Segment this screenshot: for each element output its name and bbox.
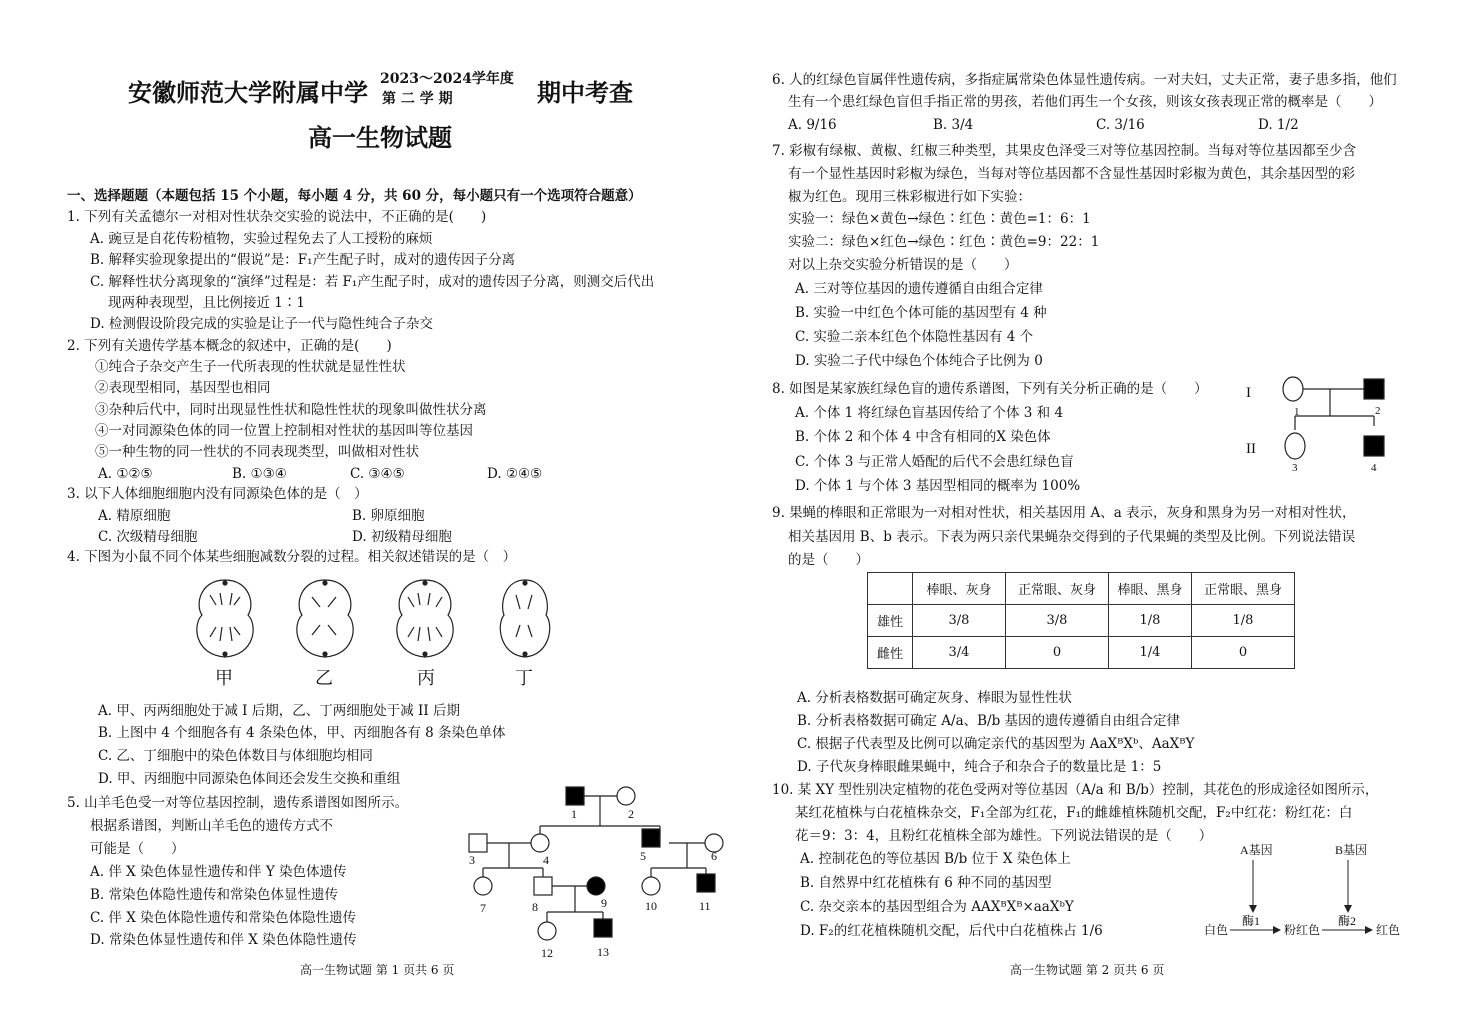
- table-cell: 棒眼、黑身: [1109, 573, 1192, 605]
- pedigree-13: [594, 919, 612, 937]
- pedigree-4: [1364, 436, 1384, 456]
- option-c: C. 次级精母细胞: [98, 529, 198, 545]
- pedigree-7: [474, 877, 492, 895]
- question-stem: 8. 如图是某家族红绿色盲的遗传系谱图，下列有关分析正确的是（ ）: [772, 381, 1208, 397]
- table-cell: 3/4: [913, 637, 1006, 669]
- pedigree-label-12: 12: [541, 946, 553, 960]
- question-stem: 5. 山羊毛色受一对等位基因控制，遗传系谱图如图所示。: [67, 795, 409, 811]
- statement-3: ③杂种后代中，同时出现显性性状和隐性性状的现象叫做性状分离: [95, 402, 487, 418]
- pedigree-label-1: 1: [571, 807, 577, 821]
- table-cell: 0: [1006, 637, 1109, 669]
- table-cell: 雌性: [868, 637, 913, 669]
- option-d: D. 个体 1 与个体 3 基因型相同的概率为 100%: [795, 478, 1081, 494]
- option-b: B. 解释实验现象提出的“假说”是：F₁产生配子时，成对的遗传因子分离: [90, 252, 516, 268]
- school-term: 第 二 学 期: [382, 91, 453, 107]
- option-c: C. 个体 3 与正常人婚配的后代不会患红绿色盲: [795, 454, 1074, 470]
- pedigree-label-9: 9: [601, 896, 607, 910]
- question-ask: 对以上杂交实验分析错误的是（ ）: [788, 257, 1018, 273]
- option-a: A. 精原细胞: [98, 508, 171, 524]
- question-stem-cont: 的是（ ）: [788, 552, 869, 568]
- flower-color-pathway: [1200, 840, 1410, 940]
- option-d: D. 子代灰身棒眼雌果蝇中，纯合子和杂合子的数量比是 1：5: [797, 759, 1162, 775]
- white-color-label: 白色: [1204, 923, 1229, 937]
- pedigree-3: [1285, 433, 1305, 459]
- option-d: D. 初级精母细胞: [352, 529, 452, 545]
- option-b: B. 自然界中红花植株有 6 种不同的基因型: [800, 875, 1052, 891]
- table-cell: 3/8: [1006, 605, 1109, 637]
- goat-pedigree: [465, 786, 725, 966]
- option-c-cont: 现两种表现型，且比例接近 1∶1: [108, 295, 305, 311]
- question-stem: 6. 人的红绿色盲属伴性遗传病，多指症属常染色体显性遗传病。一对夫妇，丈夫正常，妻子患多指，他们: [772, 72, 1397, 88]
- option-d: D. 常染色体显性遗传和伴 X 染色体隐性遗传: [90, 932, 357, 948]
- option-d: D. 实验二子代中绿色个体纯合子比例为 0: [795, 353, 1043, 369]
- table-cell: 1/8: [1192, 605, 1295, 637]
- pedigree-label-2: 2: [1375, 405, 1381, 417]
- cell-label-yi: 乙: [315, 668, 333, 689]
- table-row: [868, 637, 1295, 669]
- question-stem-cont: 某红花植株与白花植株杂交，F₁全部为红花，F₁的雌雄植株随机交配，F₂中红花：粉红花：白: [795, 805, 1353, 821]
- option-c: C. 杂交亲本的基因型组合为 AAXᴮXᴮ×aaXᵇY: [800, 899, 1074, 915]
- cell-jia: [197, 580, 253, 657]
- question-stem-cont: 相关基因用 B、b 表示。下表为两只亲代果蝇杂交得到的子代果蝇的类型及比例。下列说法错误: [788, 529, 1356, 545]
- experiment-1: 实验一：绿色×黄色→绿色∶红色∶黄色=1：6：1: [788, 211, 1091, 227]
- cell-bing: [397, 580, 453, 657]
- option-c: C. 3/16: [1096, 117, 1145, 133]
- option-c: C. 伴 X 染色体隐性遗传和常染色体隐性遗传: [90, 910, 357, 926]
- option-a: A. 豌豆是自花传粉植物，实验过程免去了人工授粉的麻烦: [90, 231, 433, 247]
- option-c: C. 乙、丁细胞中的染色体数目与体细胞均相同: [98, 748, 373, 764]
- option-a: A. 9/16: [788, 117, 837, 133]
- pedigree-label-4: 4: [543, 853, 549, 867]
- question-stem: 7. 彩椒有绿椒、黄椒、红椒三种类型，其果皮色泽受三对等位基因控制。当每对等位基因都至少含: [772, 143, 1357, 159]
- option-a: A. ①②⑤: [98, 466, 153, 482]
- question-stem-cont: 花＝9：3：4，且粉红花植株全部为雄性。下列说法错误的是（ ）: [795, 828, 1213, 844]
- pedigree-12: [538, 922, 556, 940]
- pedigree-11: [697, 874, 715, 892]
- question-stem-cont: 根据系谱图，判断山羊毛色的遗传方式不: [90, 818, 333, 834]
- option-b: B. 个体 2 和个体 4 中含有相同的X 染色体: [795, 429, 1051, 445]
- cell-ding: [500, 580, 549, 657]
- section-heading: 一、选择题题（本题包括 15 个小题，每小题 4 分，共 60 分，每小题只有一个选项符合题意）: [67, 188, 642, 204]
- option-b: B. ①③④: [232, 466, 287, 482]
- table-cell: 1/8: [1109, 605, 1192, 637]
- option-d: D. 甲、丙细胞中同源染色体间还会发生交换和重组: [98, 771, 401, 787]
- option-b: B. 上图中 4 个细胞各有 4 条染色体，甲、丙细胞各有 8 条染色单体: [98, 725, 506, 741]
- pedigree-label-7: 7: [480, 901, 486, 915]
- pedigree-label-1: 1: [1294, 406, 1300, 418]
- option-b: B. 卵原细胞: [352, 508, 425, 524]
- pedigree-label-13: 13: [597, 945, 609, 959]
- pedigree-label-8: 8: [532, 900, 538, 914]
- experiment-2: 实验二：绿色×红色→绿色∶红色∶黄色=9：22：1: [788, 234, 1100, 250]
- pedigree-label-6: 6: [711, 849, 717, 863]
- option-d: D. 检测假设阶段完成的实验是让子一代与隐性纯合子杂交: [90, 316, 433, 332]
- option-c: C. 解释性状分离现象的“演绎”过程是：若 F₁产生配子时，成对的遗传因子分离，则测交后代出: [90, 274, 655, 290]
- option-c: C. ③④⑤: [350, 466, 405, 482]
- statement-1: ①纯合子杂交产生子一代所表现的性状就是显性性状: [95, 359, 406, 375]
- pink-color-label: 粉红色: [1284, 923, 1321, 937]
- pedigree-4: [531, 834, 549, 852]
- pedigree-10: [642, 877, 660, 895]
- page-title: 高一生物试题: [308, 123, 452, 152]
- pedigree-label-3: 3: [1292, 462, 1298, 474]
- cell-label-ding: 丁: [515, 668, 533, 689]
- question-stem: 9. 果蝇的棒眼和正常眼为一对相对性状，相关基因用 A、a 表示，灰身和黑身为另一对相对性状，: [772, 505, 1356, 521]
- table-cell: 1/4: [1109, 637, 1192, 669]
- option-b: B. 3/4: [933, 117, 974, 133]
- table-cell: 棒眼、灰身: [913, 573, 1006, 605]
- option-b: B. 常染色体隐性遗传和常染色体显性遗传: [90, 887, 339, 903]
- pedigree-2: [1364, 379, 1384, 399]
- option-d: D. 1/2: [1258, 117, 1299, 133]
- option-d: D. ②④⑤: [487, 466, 543, 482]
- pedigree-label-2: 2: [628, 807, 634, 821]
- pedigree-9: [587, 877, 605, 895]
- question-stem-cont: 椒为红色。现用三株彩椒进行如下实验：: [788, 189, 1031, 205]
- option-b: B. 分析表格数据可确定 A/a、B/b 基因的遗传遵循自由组合定律: [797, 713, 1181, 729]
- table-cell: 正常眼、黑身: [1192, 573, 1295, 605]
- pedigree-2: [617, 787, 635, 805]
- option-a: A. 分析表格数据可确定灰身、棒眼为显性性状: [797, 690, 1072, 706]
- pedigree-label-10: 10: [645, 899, 657, 913]
- generation-2-label: II: [1246, 441, 1256, 457]
- question-stem: 4. 下图为小鼠不同个体某些细胞减数分裂的过程。相关叙述错误的是（ ）: [67, 549, 517, 565]
- option-d: D. F₂的红花植株随机交配，后代中白花植株占 1/6: [800, 923, 1103, 939]
- cell-yi: [297, 580, 353, 657]
- question-stem: 10. 某 XY 型性别决定植物的花色受两对等位基因（A/a 和 B/b）控制，其花色的形成途径如图所示，: [772, 782, 1379, 798]
- option-a: A. 三对等位基因的遗传遵循自由组合定律: [795, 281, 1043, 297]
- pedigree-label-5: 5: [640, 849, 646, 863]
- pedigree-3: [469, 834, 487, 852]
- pedigree-label-3: 3: [469, 853, 475, 867]
- table-cell: 0: [1192, 637, 1295, 669]
- table-cell: 正常眼、灰身: [1006, 573, 1109, 605]
- question-stem-cont: 生有一个患红绿色盲但手指正常的男孩，若他们再生一个女孩，则该女孩表现正常的概率是（ ）: [788, 94, 1382, 110]
- gene-a-label: A基因: [1240, 843, 1273, 857]
- question-stem: 3. 以下人体细胞细胞内没有同源染色体的是（ ）: [67, 486, 368, 502]
- pedigree-8: [534, 877, 552, 895]
- pedigree-1: [566, 787, 584, 805]
- colorblind-pedigree: [1242, 376, 1412, 476]
- school-name: 安徽师范大学附属中学: [128, 78, 368, 107]
- option-b: B. 实验一中红色个体可能的基因型有 4 种: [795, 305, 1047, 321]
- school-year: 2023～2024学年度: [380, 71, 514, 87]
- pedigree-label-4: 4: [1371, 462, 1377, 474]
- question-stem: 1. 下列有关孟德尔一对相对性状杂交实验的说法中，不正确的是( ): [67, 209, 487, 225]
- table-cell: 3/8: [913, 605, 1006, 637]
- statement-2: ②表现型相同，基因型也相同: [95, 380, 271, 396]
- page-footer-right: 高一生物试题 第 2 页共 6 页: [1010, 963, 1165, 977]
- statement-4: ④一对同源染色体的同一位置上控制相对性状的基因叫等位基因: [95, 423, 473, 439]
- cell-label-bing: 丙: [417, 668, 435, 689]
- table-cell: [868, 573, 913, 605]
- table-cell: 雄性: [868, 605, 913, 637]
- question-stem: 2. 下列有关遗传学基本概念的叙述中，正确的是( ): [67, 338, 392, 354]
- enzyme-2-label: 酶2: [1338, 914, 1357, 928]
- meiosis-cells-figure: [190, 575, 560, 685]
- enzyme-1-label: 酶1: [1242, 914, 1261, 928]
- red-color-label: 红色: [1376, 923, 1401, 937]
- option-a: A. 甲、丙两细胞处于减 I 后期，乙、丁两细胞处于减 II 后期: [98, 703, 460, 719]
- question-stem-cont: 可能是（ ）: [90, 841, 185, 857]
- table-row: [868, 605, 1295, 637]
- page-footer-left: 高一生物试题 第 1 页共 6 页: [300, 963, 455, 977]
- option-c: C. 根据子代表型及比例可以确定亲代的基因型为 AaXᴮXᵇ、AaXᴮY: [797, 736, 1195, 752]
- exam-name: 期中考查: [537, 78, 633, 107]
- option-a: A. 控制花色的等位基因 B/b 位于 X 染色体上: [800, 851, 1071, 867]
- statement-5: ⑤一种生物的同一性状的不同表现类型，叫做相对性状: [95, 444, 419, 460]
- option-a: A. 伴 X 染色体显性遗传和伴 Y 染色体遗传: [90, 864, 347, 880]
- cell-label-jia: 甲: [215, 668, 233, 689]
- question-stem-cont: 有一个显性基因时彩椒为绿色，当每对等位基因都不含显性基因时彩椒为黄色，其余基因型的彩: [788, 166, 1355, 182]
- pedigree-1: [1283, 377, 1303, 401]
- option-a: A. 个体 1 将红绿色盲基因传给了个体 3 和 4: [795, 405, 1064, 421]
- gene-b-label: B基因: [1335, 843, 1368, 857]
- table-header-row: [868, 573, 1295, 605]
- option-c: C. 实验二亲本红色个体隐性基因有 4 个: [795, 329, 1034, 345]
- offspring-table: [867, 572, 1295, 669]
- generation-1-label: I: [1246, 385, 1251, 401]
- pedigree-label-11: 11: [699, 899, 711, 913]
- pedigree-5: [642, 829, 660, 847]
